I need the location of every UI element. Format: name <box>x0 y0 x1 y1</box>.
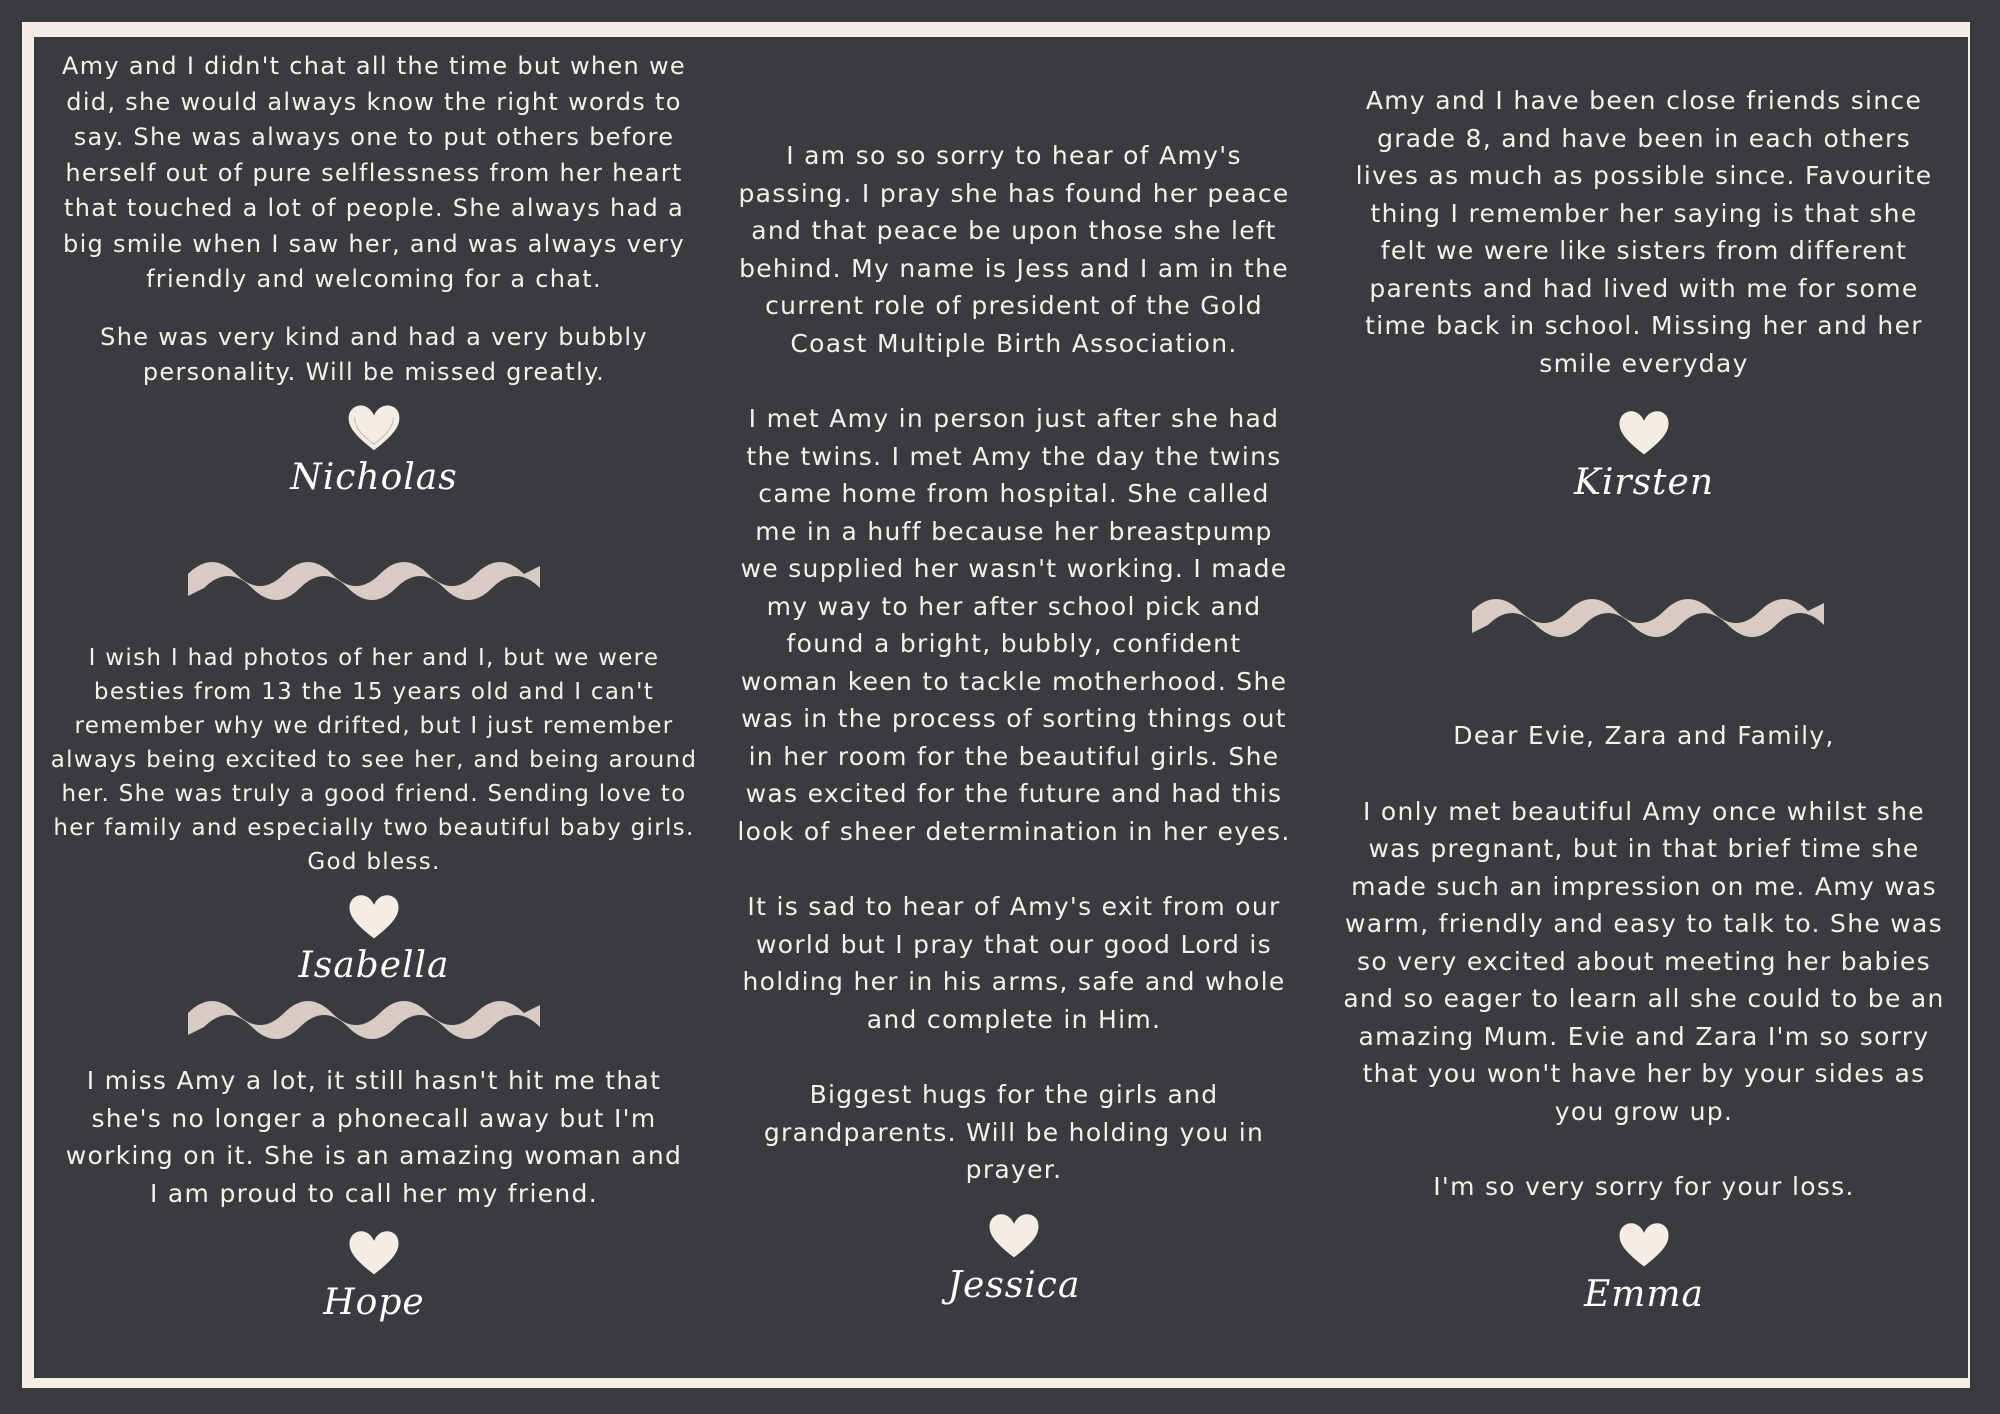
heart-icon <box>986 1207 1042 1263</box>
signature: Emma <box>1583 1273 1704 1315</box>
heart-icon <box>346 889 402 943</box>
right-tribute-1 <box>1354 82 1934 503</box>
tribute-text: It is sad to hear of Amy's exit from our world but I pray that our good Lord is holding her in his arms, safe and whole and complete in Him. <box>742 892 1286 1034</box>
signature: Nicholas <box>290 456 458 498</box>
tribute-text: I wish I had photos of her and I, but we were besties from 13 the 15 years old and I can't remember why we drifted, but I just remember always being excited to see her, and being around her. She was truly a good friend. Sending love to her family and especially two beautiful baby girls. God bless. <box>50 645 698 875</box>
left-tribute-3 <box>64 1062 684 1323</box>
signature: Hope <box>323 1282 425 1323</box>
tribute-text: I met Amy in person just after she had the twins. I met Amy the day the twins came home from hospital. She called me in a huff because her breastpump we supplied her wasn't working. I made my way to her after school pick and found a bright, bubbly, confident woman keen to tackle motherhood. She was in the process of sorting things out in her room for the beautiful girls. She was excited for the future and had this look of sheer determination in her eyes. <box>737 404 1291 846</box>
signature: Jessica <box>947 1264 1081 1306</box>
tribute-text: Amy and I have been close friends since grade 8, and have been in each others lives as much as possible since. Favourite thing I remember her saying is that she felt we were like sisters from different parents and had lived with me for some time back in school. Missing her and her smile everyday <box>1355 86 1933 378</box>
tribute-text: I'm so very sorry for your loss. <box>1433 1172 1855 1201</box>
memorial-panel <box>34 37 1968 1378</box>
middle-tribute-1 <box>734 137 1294 1306</box>
tribute-text: I am so so sorry to hear of Amy's passing. I pray she has found her peace and that peace be upon those she left behind. My name is Jess and I am in the current role of president of the Gold Coast Multiple Birth Association. <box>738 141 1290 358</box>
tribute-text: I miss Amy a lot, it still hasn't hit me that she's no longer a phonecall away but I'm working on it. She is an amazing woman and I am proud to call her my friend. <box>65 1066 683 1208</box>
tribute-text: Amy and I didn't chat all the time but when we did, she would always know the right words to say. She was always one to put others before herself out of pure selflessness from her heart that touched a lot of people. She always had a big smile when I saw her, and was always very friendly and welcoming for a chat. <box>62 52 686 293</box>
heart-icon <box>1616 1216 1672 1272</box>
left-tribute-2 <box>49 641 699 986</box>
signature: Isabella <box>298 945 450 986</box>
right-tribute-2 <box>1334 717 1954 1315</box>
wave-divider <box>186 979 542 1041</box>
wave-divider <box>1470 577 1826 639</box>
signature: Kirsten <box>1573 462 1715 503</box>
greeting: Dear Evie, Zara and Family, <box>1453 721 1835 750</box>
heart-icon <box>345 399 403 455</box>
tribute-text: Biggest hugs for the girls and grandparents. Will be holding you in prayer. <box>763 1080 1265 1184</box>
wave-divider <box>186 540 542 602</box>
heart-icon <box>1616 404 1672 460</box>
tribute-text: I only met beautiful Amy once whilst she was pregnant, but in that brief time she made such an impression on me. Amy was warm, friendly and easy to talk to. She was so very excited about meeting her babies and so eager to learn all she could to be an amazing Mum. Evie and Zara I'm so sorry that you won't have her by your sides as you grow up. <box>1343 796 1945 1126</box>
tribute-text: She was very kind and had a very bubbly personality. Will be missed greatly. <box>100 322 648 386</box>
heart-icon <box>346 1224 402 1280</box>
left-tribute-1 <box>49 49 699 498</box>
